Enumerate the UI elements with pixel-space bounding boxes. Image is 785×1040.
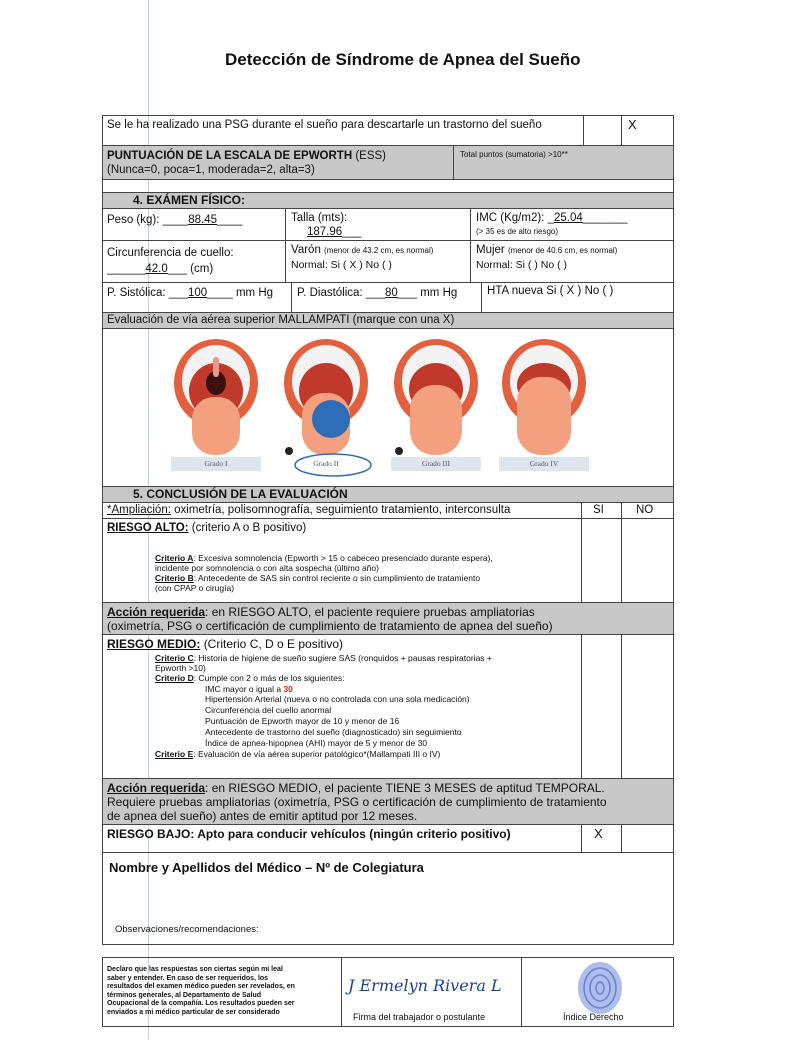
mujer-label: Mujer (menor de 40.6 cm, es normal) bbox=[476, 244, 618, 256]
grade-label-3: Grado III bbox=[391, 457, 481, 471]
mallampati-heading: Evaluación de vía aérea superior MALLAMPATI (marque con una X) bbox=[107, 314, 455, 326]
pressure-row bbox=[102, 283, 674, 313]
spacer-row bbox=[102, 180, 674, 193]
criterio-b: Criterio B: Antecedente de SAS sin control reciente o sin cumplimiento de tratamiento bbox=[155, 573, 481, 583]
epworth-total-cell[interactable] bbox=[453, 146, 673, 179]
cuello-value: ______42.0___ (cm) bbox=[107, 263, 214, 275]
no-header: NO bbox=[636, 504, 654, 516]
imc-note: (> 35 es de alto riesgo) bbox=[476, 227, 559, 236]
d-item-antecedente: Antecedente de trastorno del sueño (diagnosticado) sin seguimiento bbox=[205, 727, 462, 737]
si-header-cell bbox=[581, 503, 621, 518]
psg-mark: X bbox=[628, 117, 637, 132]
grade-label-4: Grado IV bbox=[499, 457, 589, 471]
hta-field: HTA nueva Si ( X ) No ( ) bbox=[487, 285, 614, 297]
epworth-total-label: Total puntos (sumatoria) >10** bbox=[460, 150, 568, 159]
riesgo-medio-si-cell[interactable] bbox=[581, 635, 621, 778]
mallampati-grade-4[interactable] bbox=[499, 335, 589, 455]
diastolica-cell bbox=[291, 283, 481, 312]
page-title: Detección de Síndrome de Apnea del Sueño bbox=[225, 50, 581, 69]
signature-label: Firma del trabajador o postulante bbox=[353, 1012, 486, 1022]
hta-cell bbox=[481, 283, 673, 312]
d-item-epworth: Puntuación de Epworth mayor de 10 y menor de 16 bbox=[205, 716, 400, 726]
riesgo-bajo-mark: X bbox=[594, 826, 603, 841]
conclusion-header-row bbox=[102, 487, 674, 503]
mallampati-header-row bbox=[102, 313, 674, 329]
apnea-form bbox=[102, 115, 674, 945]
riesgo-bajo-text: RIESGO BAJO: Apto para conducir vehículos (ningún criterio positivo) bbox=[107, 827, 511, 841]
imc-cell bbox=[470, 209, 673, 240]
grade-label-1: Grado I bbox=[171, 457, 261, 471]
riesgo-alto-title: RIESGO ALTO: (criterio A o B positivo) bbox=[107, 522, 307, 534]
peso-field: Peso (kg): ____88.45____ bbox=[107, 214, 243, 226]
riesgo-alto-row bbox=[102, 519, 674, 603]
declaration-text: Declaro que las respuestas son ciertas según mi leal saber y entender. En caso de ser requeridos, los resultados del examen médico pueden ser revelados, en términos generales, al Departamento de Salud Ocupacional de la compañía. Los resultados pueden ser enviados a mi médico particular de ser considerado bbox=[107, 966, 295, 1016]
criterio-c-cont: Epworth >10) bbox=[155, 663, 206, 673]
riesgo-alto-si-cell[interactable] bbox=[581, 519, 621, 602]
mouth-grade-1-icon bbox=[171, 335, 261, 455]
doctor-row bbox=[102, 853, 674, 945]
accion-medio-row bbox=[102, 779, 674, 825]
grade-label-2: Grado II bbox=[281, 457, 371, 471]
accion-medio-text: Acción requerida: en RIESGO MEDIO, el paciente TIENE 3 MESES de aptitud TEMPORAL. bbox=[107, 781, 605, 795]
mouth-grade-4-icon bbox=[499, 335, 589, 455]
worker-signature: J Ermelyn Rivera L bbox=[348, 976, 502, 995]
accion-alto-row bbox=[102, 603, 674, 635]
varon-cell bbox=[285, 241, 470, 282]
fingerprint-icon bbox=[575, 958, 625, 1016]
mallampati-grade-3[interactable] bbox=[391, 335, 481, 455]
imc-label: IMC (Kg/m2): _25.04_______ bbox=[476, 212, 628, 224]
d-item-ahi: Índice de apnea-hipopnea (AHI) mayor de 5 y menor de 30 bbox=[205, 738, 428, 748]
ampliacion-text: *Ampliación: oximetría, polisomnografía, seguimiento tratamiento, interconsulta bbox=[107, 504, 511, 516]
varon-normal: Normal: Si ( X ) No ( ) bbox=[291, 259, 392, 271]
anthropometry-row bbox=[102, 209, 674, 241]
riesgo-bajo-row bbox=[102, 825, 674, 853]
criterio-b-cont: (con CPAP o cirugía) bbox=[155, 583, 235, 593]
selection-ring-icon bbox=[293, 452, 373, 478]
sistolica-field: P. Sistólica: ___100____ mm Hg bbox=[107, 287, 274, 299]
riesgo-bajo-no-cell[interactable] bbox=[621, 825, 673, 852]
riesgo-bajo-si-cell[interactable] bbox=[581, 825, 621, 852]
psg-question: Se le ha realizado una PSG durante el sueño para descartarle un trastorno del sueño bbox=[107, 119, 542, 131]
riesgo-medio-no-cell[interactable] bbox=[621, 635, 673, 778]
mouth-grade-3-icon bbox=[391, 335, 481, 455]
mouth-grade-2-icon bbox=[281, 335, 371, 455]
mujer-cell bbox=[470, 241, 673, 282]
footer-box bbox=[102, 957, 674, 1027]
si-header: SI bbox=[593, 504, 604, 516]
accion-alto-cont: (oximetría, PSG o certificación de cumplimiento de tratamiento de apnea del sueño) bbox=[107, 619, 553, 633]
epworth-scale: (Nunca=0, poca=1, moderada=2, alta=3) bbox=[107, 164, 315, 176]
mujer-normal: Normal: Si ( ) No ( ) bbox=[476, 259, 568, 271]
accion-medio-cont-2: de apnea del sueño) antes de emitir aptitud por 12 meses. bbox=[107, 809, 418, 823]
d-item-hta: Hipertensión Arterial (nueva o no controlada con una sola medicación) bbox=[205, 694, 470, 704]
no-header-cell bbox=[621, 503, 673, 518]
criterio-e: Criterio E: Evaluación de vía aérea superior patológico*(Mallampati III o IV) bbox=[155, 749, 441, 759]
talla-value: 187.96___ bbox=[306, 226, 362, 238]
footer-divider-2 bbox=[521, 958, 522, 1026]
fingerprint-label: Índice Derecho bbox=[563, 1012, 624, 1022]
criterio-a-cont: incidente por somnolencia o con alta sospecha (último año) bbox=[155, 563, 379, 573]
exam-header-row bbox=[102, 193, 674, 209]
criterio-c: Criterio C: Historia de higiene de sueño sugiere SAS (ronquidos + pausas respiratorias + bbox=[155, 653, 492, 663]
exam-heading: 4. EXÁMEN FÍSICO: bbox=[133, 193, 246, 207]
psg-no-cell[interactable] bbox=[621, 116, 673, 145]
accion-medio-cont: Requiere pruebas ampliatorias (oximetría, PSG o certificación de cumplimiento de tratamiento bbox=[107, 795, 607, 809]
epworth-row bbox=[102, 146, 674, 180]
criterio-a: Criterio A: Excesiva somnolencia (Epworth > 15 o cabeceo presenciado durante espera), bbox=[155, 553, 493, 563]
d-item-imc: IMC mayor o igual a 30 bbox=[205, 684, 293, 694]
footer-divider-1 bbox=[341, 958, 342, 1026]
riesgo-medio-title: RIESGO MEDIO: (Criterio C, D o E positivo) bbox=[107, 637, 344, 651]
psg-row bbox=[102, 115, 674, 146]
varon-label: Varón (menor de 43.2 cm, es normal) bbox=[291, 244, 434, 256]
epworth-heading: PUNTUACIÓN DE LA ESCALA DE EPWORTH (ESS) bbox=[107, 150, 386, 162]
psg-yes-cell[interactable] bbox=[583, 116, 621, 145]
mallampati-grade-2[interactable] bbox=[281, 335, 371, 455]
observaciones-label: Observaciones/recomendaciones: bbox=[115, 924, 259, 935]
diastolica-field: P. Diastólica: ___80___ mm Hg bbox=[297, 287, 458, 299]
conclusion-heading: 5. CONCLUSIÓN DE LA EVALUACIÓN bbox=[133, 487, 348, 501]
talla-cell bbox=[285, 209, 470, 240]
accion-alto-text: Acción requerida: en RIESGO ALTO, el paciente requiere pruebas ampliatorias bbox=[107, 605, 535, 619]
riesgo-medio-row bbox=[102, 635, 674, 779]
mallampati-grade-1[interactable] bbox=[171, 335, 261, 455]
d-item-cuello: Circunferencia del cuello anormal bbox=[205, 705, 332, 715]
riesgo-alto-no-cell[interactable] bbox=[621, 519, 673, 602]
doctor-heading: Nombre y Apellidos del Médico – Nº de Colegiatura bbox=[109, 860, 424, 875]
mallampati-row bbox=[102, 329, 674, 487]
neck-row bbox=[102, 241, 674, 283]
ampliacion-row bbox=[102, 503, 674, 519]
talla-label: Talla (mts): bbox=[291, 212, 348, 224]
cuello-label: Circunferencia de cuello: bbox=[107, 247, 234, 259]
criterio-d: Criterio D: Cumple con 2 o más de los siguientes: bbox=[155, 673, 345, 683]
